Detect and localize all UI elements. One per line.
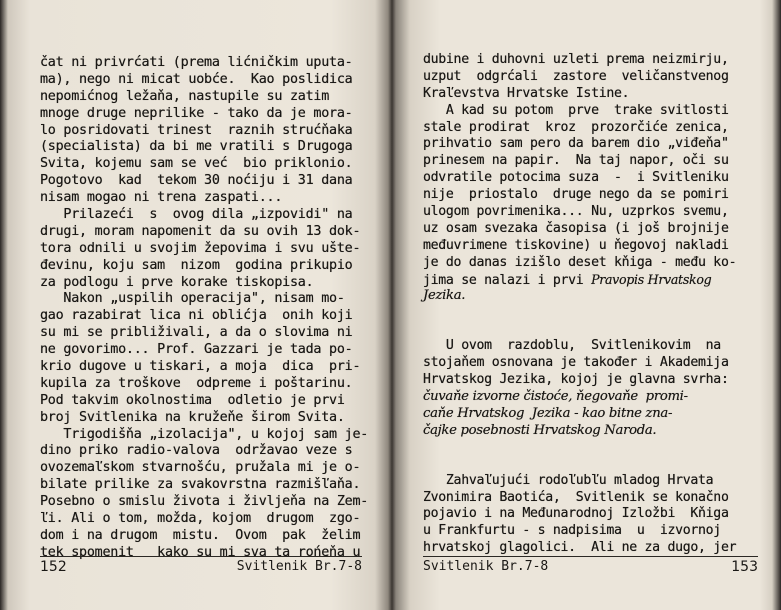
book-title-italic: Pravopis Hrvatskog (591, 271, 712, 287)
paragraph-gap (423, 305, 753, 338)
text-line: U ovom razdoblu, Svitlenikovim na (423, 338, 721, 354)
left-running-title: Svitlenik Br.7-8 (236, 559, 362, 574)
left-page-number: 152 (40, 559, 67, 575)
right-page-text (423, 52, 753, 557)
text-line: Hrvatskog Jezika, kojoj je glavna svrha: (423, 372, 729, 388)
text-line: bilate prilike za svakovrstna razmišľaňa. (40, 477, 361, 493)
text-line: nisam mogao ni trena zaspati... (40, 190, 283, 206)
text-line: broj Svitlenika na kružeňe širom Svita. (40, 409, 345, 425)
text-line: drugi, moram napomenit da su ovih 13 dok- (40, 223, 361, 239)
text-line: A kad su potom prve trake svitlosti (423, 102, 729, 118)
text-line: Trigodišňa „izolacija", u kojoj sam je- (40, 426, 369, 442)
paragraph-1 (423, 52, 753, 103)
text-line: hrvatskoj glagolici. Ali ne za dugo, jer (423, 540, 737, 556)
text-line: čat ni privrćati (prema lićničkim uputa- (40, 55, 353, 70)
text-line: kupila za troškove odpreme i poštarinu. (40, 375, 353, 391)
text-line: Zvonimira Baotića, Svitlenik se konačno (423, 489, 729, 505)
text-line: međuvrimene tiskovine) u ňegovoj nakladi (423, 237, 729, 253)
text-line: ma), nego ni micat uobće. Kao poslidica (40, 71, 353, 87)
text-line: dubine i duhovni uzleti prema neizmirju, (423, 52, 729, 67)
text-line: za podlogu i prve korake tiskopisa. (40, 274, 314, 290)
text-line: pojavio i na Međunarodnoj Izložbi Kňiga (423, 506, 729, 522)
text-line: (specialista) da bi me vratili s Drugoga (40, 139, 353, 155)
text-line: čuvaňe izvorne čistoće, ňegovaňe promi- (423, 389, 688, 405)
text-line: jima se nalazi i prvi Pravopis Hrvatskog (423, 271, 712, 288)
text-line: nepomićnog ležaňa, nastupile su zatim (40, 88, 330, 104)
text-line: čajke posebnosti Hrvatskog Naroda. (423, 422, 657, 438)
text-line: đevinu, koju sam nizom godina prikupio (40, 257, 353, 273)
text-line: uzput odgrćali zastore veličanstvenog (423, 68, 729, 84)
text-line: Prilazeći s ovog dila „izpovidi" na (40, 207, 353, 223)
text-line: dom i na drugom mistu. Ovom pak želim (40, 527, 361, 543)
text-line: Svita, kojemu sam se već bio priklonio. (40, 156, 353, 172)
text-line: ulogom povrimenika... Nu, uzprkos svemu, (423, 204, 729, 220)
left-page-text (40, 55, 375, 562)
text-line: nije priostalo druge nego da se pomiri (423, 187, 729, 203)
text-line: prinesem na papir. Na taj napor, oči su (423, 153, 729, 169)
text-line: su mi se približivali, a da o slovima ni (40, 325, 353, 341)
text-line: prihvatio sam pero da barem dio „viđeňa" (423, 136, 729, 152)
text-line: tek spomenit kako su mi sva ta rońeňa u (40, 544, 361, 560)
text-line: Nakon „uspilih operacija", nisam mo- (40, 291, 345, 307)
right-page-number: 153 (731, 559, 758, 575)
text-line: Pogotovo kad tekom 30 noćiju i 31 dana (40, 173, 353, 189)
text-line: Pod takvim okolnostima odletio je prvi (40, 392, 345, 408)
paragraph-4 (423, 473, 753, 557)
text-line: krio dugove u tiskari, a moja dica pri- (40, 359, 361, 375)
left-page-footer (40, 556, 362, 575)
text-line: lo posridovati trinest raznih strućňaka (40, 122, 353, 138)
right-page (393, 0, 781, 610)
paragraph-gap (423, 440, 753, 473)
paragraph-2 (423, 103, 753, 306)
text-line: ne govorimo... Prof. Gazzari je tada po- (40, 342, 353, 358)
text-line: Jezika. (423, 288, 466, 304)
paragraph-3 (423, 338, 753, 439)
right-page-footer (423, 556, 758, 575)
text-line: mnoge druge neprilike - tako da je mora- (40, 105, 353, 121)
text-line: ovozemaľskom stvarnošću, pružala mi je o- (40, 460, 361, 476)
text-line: gao razabirat lica ni oblićja onih koji (40, 308, 353, 324)
left-page (0, 0, 390, 610)
text-line: ľi. Ali o tom, možda, kojom drugom zgo- (40, 511, 361, 527)
text-line: u Frankfurtu - s nadpisima u izvornoj (423, 523, 721, 539)
text-line: uz osam svezaka časopisa (i još brojnije (423, 220, 729, 236)
text-line: stale prodirat kroz prozorčiće zenica, (423, 119, 729, 135)
text-line: caňe Hrvatskog Jezika - kao bitne zna- (423, 405, 673, 421)
text-line: je do danas izišlo deset kňiga - među ko- (423, 254, 737, 270)
text-line: tora odnili u svojim žepovima i svu ušte- (40, 240, 361, 256)
text-line: Zahvaľujući rodoľubľu mladog Hrvata (423, 472, 714, 488)
text-line: Kraľevstva Hrvatske Istine. (423, 85, 630, 101)
right-running-title: Svitlenik Br.7-8 (423, 559, 549, 574)
text-line: Posebno o smislu života i življeňa na Zem- (40, 494, 369, 510)
text-line: odvratile potocima suza - i Svitleniku (423, 170, 729, 186)
text-line: stojaňem osnovana je također i Akademija (423, 355, 729, 371)
text-line: dino priko radio-valova održavao veze s (40, 443, 353, 459)
